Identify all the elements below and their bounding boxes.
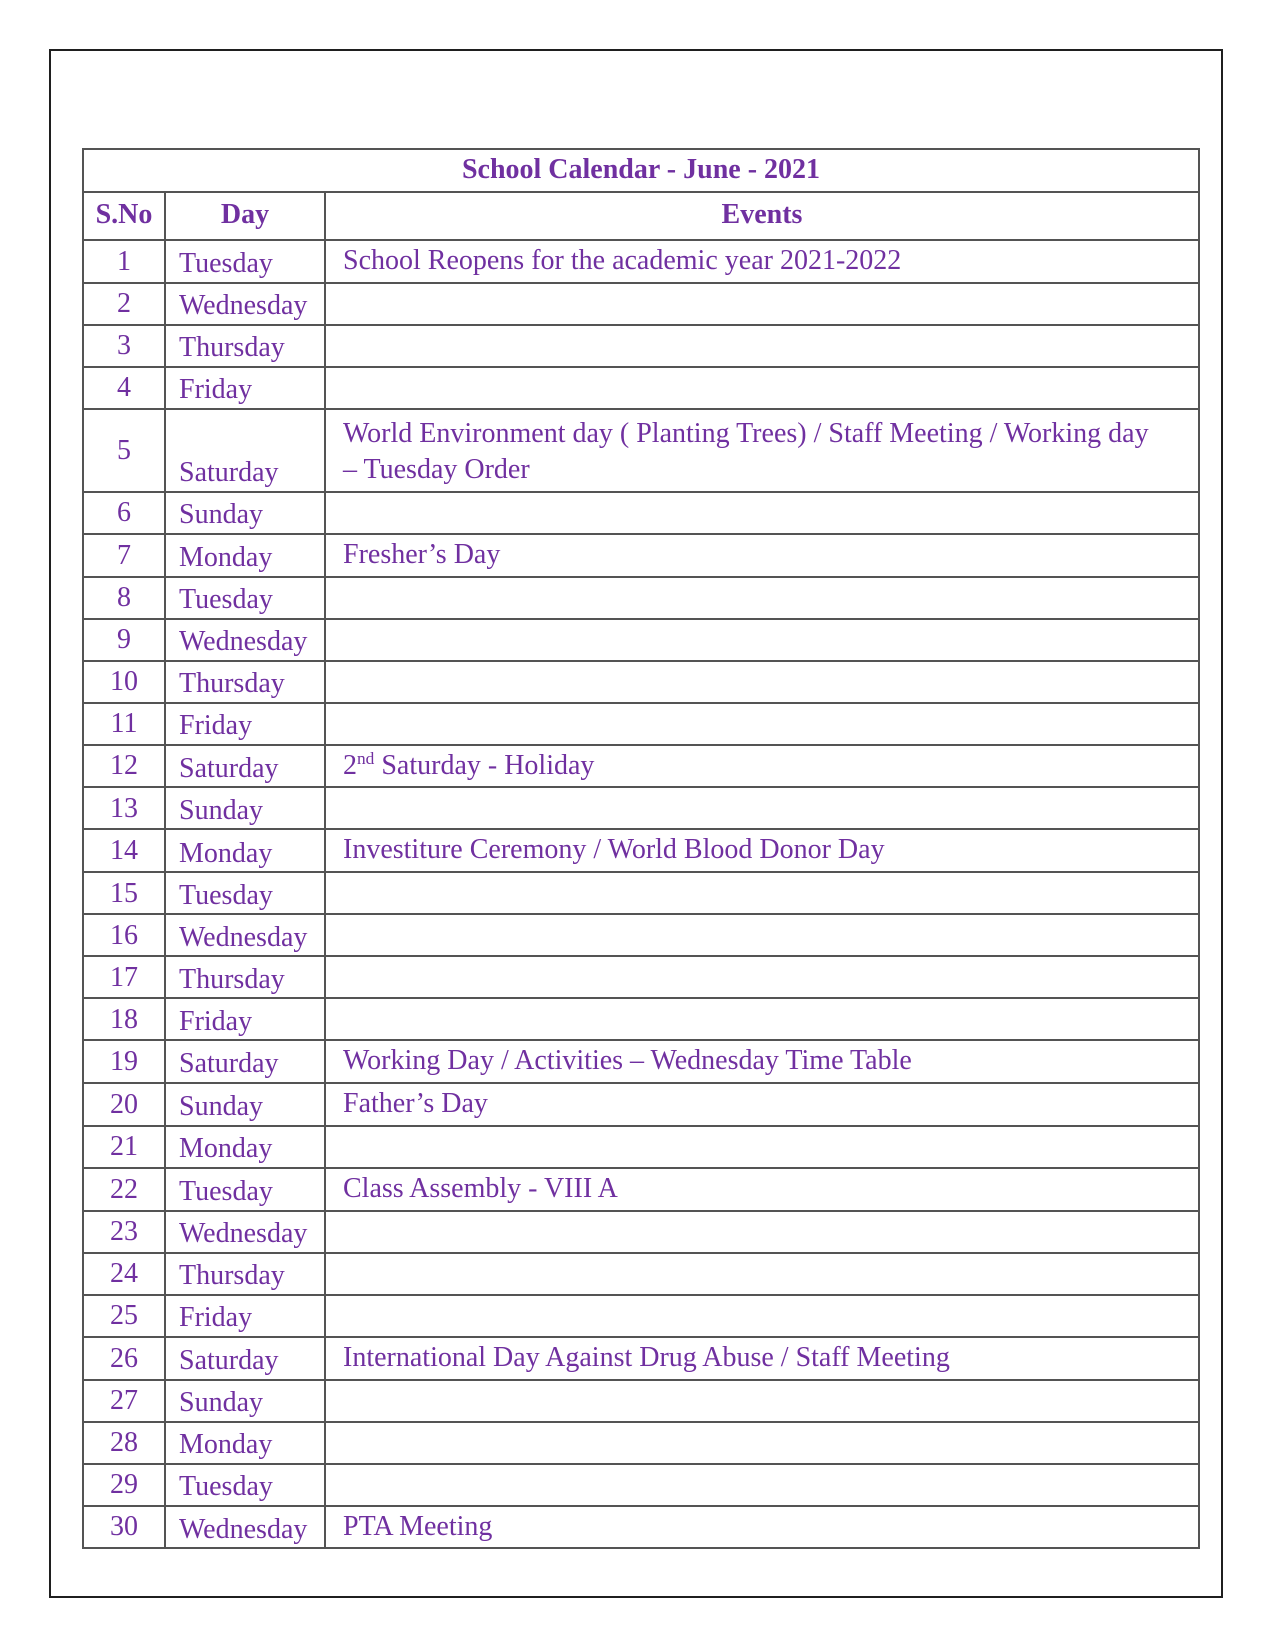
table-row xyxy=(83,787,1199,829)
row-day-cell: Thursday xyxy=(165,325,325,367)
row-sno-cell: 9 xyxy=(83,619,165,661)
row-event-cell xyxy=(325,619,1199,661)
row-sno-cell: 16 xyxy=(83,914,165,956)
row-day-cell: Monday xyxy=(165,534,325,577)
table-row xyxy=(83,1295,1199,1337)
row-sno-cell: 20 xyxy=(83,1083,165,1126)
table-row xyxy=(83,619,1199,661)
row-day-cell: Friday xyxy=(165,703,325,745)
row-day-cell: Sunday xyxy=(165,1083,325,1126)
row-day-cell: Tuesday xyxy=(165,1464,325,1506)
row-event-cell xyxy=(325,492,1199,534)
row-sno-cell: 3 xyxy=(83,325,165,367)
column-header-row xyxy=(83,192,1199,240)
row-day-cell: Wednesday xyxy=(165,1211,325,1253)
row-event-cell xyxy=(325,283,1199,325)
row-event-cell: Investiture Ceremony / World Blood Donor Day xyxy=(325,829,1199,872)
title-row xyxy=(83,149,1199,192)
table-row xyxy=(83,1040,1199,1083)
row-event-cell: World Environment day ( Planting Trees) / Staff Meeting / Working day – Tuesday Order xyxy=(325,409,1199,492)
row-event-cell xyxy=(325,1422,1199,1464)
row-event-cell xyxy=(325,998,1199,1040)
table-row xyxy=(83,661,1199,703)
column-header-sno: S.No xyxy=(83,192,165,240)
row-event-cell: PTA Meeting xyxy=(325,1506,1199,1549)
row-event-cell xyxy=(325,1464,1199,1506)
calendar-table xyxy=(82,148,1200,1549)
column-header-day: Day xyxy=(165,192,325,240)
row-sno-cell: 14 xyxy=(83,829,165,872)
row-day-cell: Saturday xyxy=(165,1040,325,1083)
row-sno-cell: 10 xyxy=(83,661,165,703)
row-sno-cell: 11 xyxy=(83,703,165,745)
row-event-cell xyxy=(325,1253,1199,1295)
row-event-cell: Working Day / Activities – Wednesday Time Table xyxy=(325,1040,1199,1083)
row-sno-cell: 22 xyxy=(83,1168,165,1211)
table-row xyxy=(83,914,1199,956)
row-sno-cell: 13 xyxy=(83,787,165,829)
table-body xyxy=(83,240,1199,1548)
row-day-cell: Sunday xyxy=(165,787,325,829)
row-event-cell xyxy=(325,872,1199,914)
table-row xyxy=(83,1506,1199,1549)
row-day-cell: Tuesday xyxy=(165,872,325,914)
row-day-cell: Thursday xyxy=(165,1253,325,1295)
row-day-cell: Wednesday xyxy=(165,283,325,325)
row-sno-cell: 24 xyxy=(83,1253,165,1295)
table-row xyxy=(83,325,1199,367)
row-day-cell: Thursday xyxy=(165,956,325,998)
table-row xyxy=(83,829,1199,872)
row-sno-cell: 5 xyxy=(83,409,165,492)
table-row xyxy=(83,1380,1199,1422)
table-row xyxy=(83,534,1199,577)
row-day-cell: Friday xyxy=(165,1295,325,1337)
row-sno-cell: 29 xyxy=(83,1464,165,1506)
row-day-cell: Tuesday xyxy=(165,240,325,283)
row-day-cell: Friday xyxy=(165,998,325,1040)
page-title: School Calendar - June - 2021 xyxy=(83,149,1199,192)
row-sno-cell: 12 xyxy=(83,745,165,788)
row-sno-cell: 2 xyxy=(83,283,165,325)
row-event-cell: International Day Against Drug Abuse / Staff Meeting xyxy=(325,1337,1199,1380)
table-row xyxy=(83,409,1199,492)
row-day-cell: Sunday xyxy=(165,492,325,534)
row-event-cell xyxy=(325,1126,1199,1168)
row-sno-cell: 17 xyxy=(83,956,165,998)
row-day-cell: Friday xyxy=(165,367,325,409)
row-event-cell xyxy=(325,1380,1199,1422)
table-row xyxy=(83,998,1199,1040)
row-day-cell: Thursday xyxy=(165,661,325,703)
table-row xyxy=(83,1464,1199,1506)
table-row xyxy=(83,1253,1199,1295)
row-sno-cell: 8 xyxy=(83,577,165,619)
table-row xyxy=(83,1168,1199,1211)
row-event-cell xyxy=(325,914,1199,956)
row-day-cell: Sunday xyxy=(165,1380,325,1422)
row-sno-cell: 6 xyxy=(83,492,165,534)
row-event-cell: Class Assembly - VIII A xyxy=(325,1168,1199,1211)
table-row xyxy=(83,240,1199,283)
row-sno-cell: 18 xyxy=(83,998,165,1040)
row-event-cell: Father’s Day xyxy=(325,1083,1199,1126)
row-sno-cell: 25 xyxy=(83,1295,165,1337)
row-sno-cell: 7 xyxy=(83,534,165,577)
row-day-cell: Saturday xyxy=(165,409,325,492)
row-sno-cell: 26 xyxy=(83,1337,165,1380)
row-sno-cell: 19 xyxy=(83,1040,165,1083)
row-day-cell: Monday xyxy=(165,1422,325,1464)
row-event-cell: 2nd Saturday - Holiday xyxy=(325,745,1199,788)
row-sno-cell: 15 xyxy=(83,872,165,914)
table-row xyxy=(83,1126,1199,1168)
row-day-cell: Wednesday xyxy=(165,1506,325,1549)
table-row xyxy=(83,956,1199,998)
table-row xyxy=(83,745,1199,788)
row-sno-cell: 1 xyxy=(83,240,165,283)
row-event-cell xyxy=(325,367,1199,409)
row-event-cell xyxy=(325,703,1199,745)
row-event-cell xyxy=(325,661,1199,703)
row-day-cell: Saturday xyxy=(165,745,325,788)
row-event-cell xyxy=(325,956,1199,998)
row-day-cell: Saturday xyxy=(165,1337,325,1380)
row-sno-cell: 30 xyxy=(83,1506,165,1549)
row-day-cell: Wednesday xyxy=(165,914,325,956)
row-event-cell xyxy=(325,325,1199,367)
row-event-cell xyxy=(325,577,1199,619)
row-sno-cell: 27 xyxy=(83,1380,165,1422)
table-row xyxy=(83,283,1199,325)
row-sno-cell: 4 xyxy=(83,367,165,409)
table-row xyxy=(83,872,1199,914)
table-row xyxy=(83,1211,1199,1253)
row-day-cell: Wednesday xyxy=(165,619,325,661)
row-event-cell xyxy=(325,1211,1199,1253)
row-sno-cell: 21 xyxy=(83,1126,165,1168)
row-sno-cell: 23 xyxy=(83,1211,165,1253)
row-event-cell: School Reopens for the academic year 2021-2022 xyxy=(325,240,1199,283)
table-row xyxy=(83,703,1199,745)
column-header-events: Events xyxy=(325,192,1199,240)
table-row xyxy=(83,1337,1199,1380)
row-day-cell: Tuesday xyxy=(165,1168,325,1211)
table-row xyxy=(83,492,1199,534)
row-event-cell xyxy=(325,787,1199,829)
row-day-cell: Monday xyxy=(165,829,325,872)
row-event-cell xyxy=(325,1295,1199,1337)
row-event-cell: Fresher’s Day xyxy=(325,534,1199,577)
table-row xyxy=(83,1422,1199,1464)
row-day-cell: Tuesday xyxy=(165,577,325,619)
page-border xyxy=(49,49,1223,1598)
table-row xyxy=(83,1083,1199,1126)
table-row xyxy=(83,577,1199,619)
table-row xyxy=(83,367,1199,409)
row-day-cell: Monday xyxy=(165,1126,325,1168)
row-sno-cell: 28 xyxy=(83,1422,165,1464)
